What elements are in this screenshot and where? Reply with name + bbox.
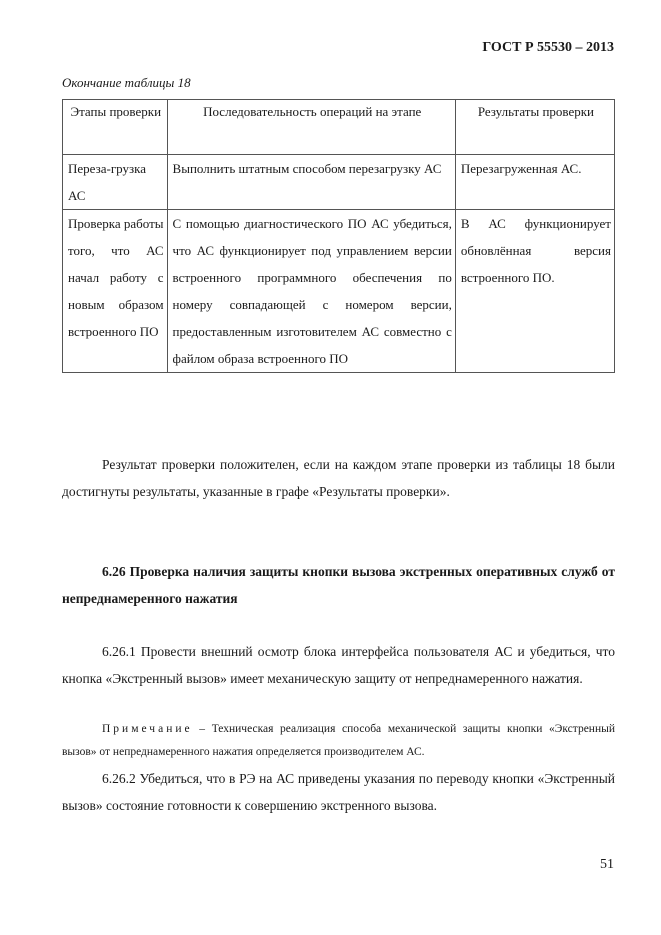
- table-row: [63, 155, 615, 210]
- paragraph-6-26-1: 6.26.1 Провести внешний осмотр блока интерфейса пользователя АС и убедиться, что кнопка «Экстренный вызов» имеет механическую защиту от непреднамеренного нажатия.: [62, 644, 615, 686]
- header-results: Результаты проверки: [477, 104, 595, 119]
- row2-operations: С помощью диагностического ПО АС убедиться, что АС функционирует под управлением версии встроенного программного обеспечения по номеру совпадающей с номером версии, предоставленным изготовителем АС совместно с файлом образа встроенного ПО: [172, 216, 452, 366]
- document-header: ГОСТ Р 55530 – 2013: [482, 40, 614, 55]
- note-label: Примечание: [102, 723, 193, 735]
- section-title: 6.26 Проверка наличия защиты кнопки вызова экстренных оперативных служб от непреднамеренного нажатия: [62, 564, 615, 606]
- table-row: [63, 210, 615, 373]
- row2-results: В АС функционирует обновлённая версия встроенного ПО.: [460, 216, 611, 285]
- table-header-row: [63, 100, 615, 155]
- row1-operations: Выполнить штатным способом перезагрузку АС: [172, 161, 442, 176]
- verification-table: [62, 99, 615, 373]
- row1-results: Перезагруженная АС.: [460, 161, 582, 176]
- table-caption: Окончание таблицы 18: [62, 75, 191, 90]
- note: [62, 718, 615, 764]
- result-paragraph: Результат проверки положителен, если на каждом этапе проверки из таблицы 18 были достигнуты результаты, указанные в графе «Результаты проверки».: [62, 457, 615, 499]
- header-operations: Последовательность операций на этапе: [203, 104, 422, 119]
- row1-stage: Переза-грузка АС: [68, 161, 147, 203]
- header-stage: Этапы проверки: [70, 104, 162, 119]
- paragraph-6-26-2: 6.26.2 Убедиться, что в РЭ на АС приведены указания по переводу кнопки «Экстренный вызов» состояние готовности к совершению экстренного вызова.: [62, 771, 615, 813]
- note-text: – Техническая реализация способа механической защиты кнопки «Экстренный вызов» от непреднамеренного нажатия определяется производителем АС.: [62, 723, 615, 758]
- page-number: 51: [600, 857, 614, 872]
- row2-stage: Проверка работы того, что АС начал работу с новым образом встроенного ПО: [68, 216, 164, 339]
